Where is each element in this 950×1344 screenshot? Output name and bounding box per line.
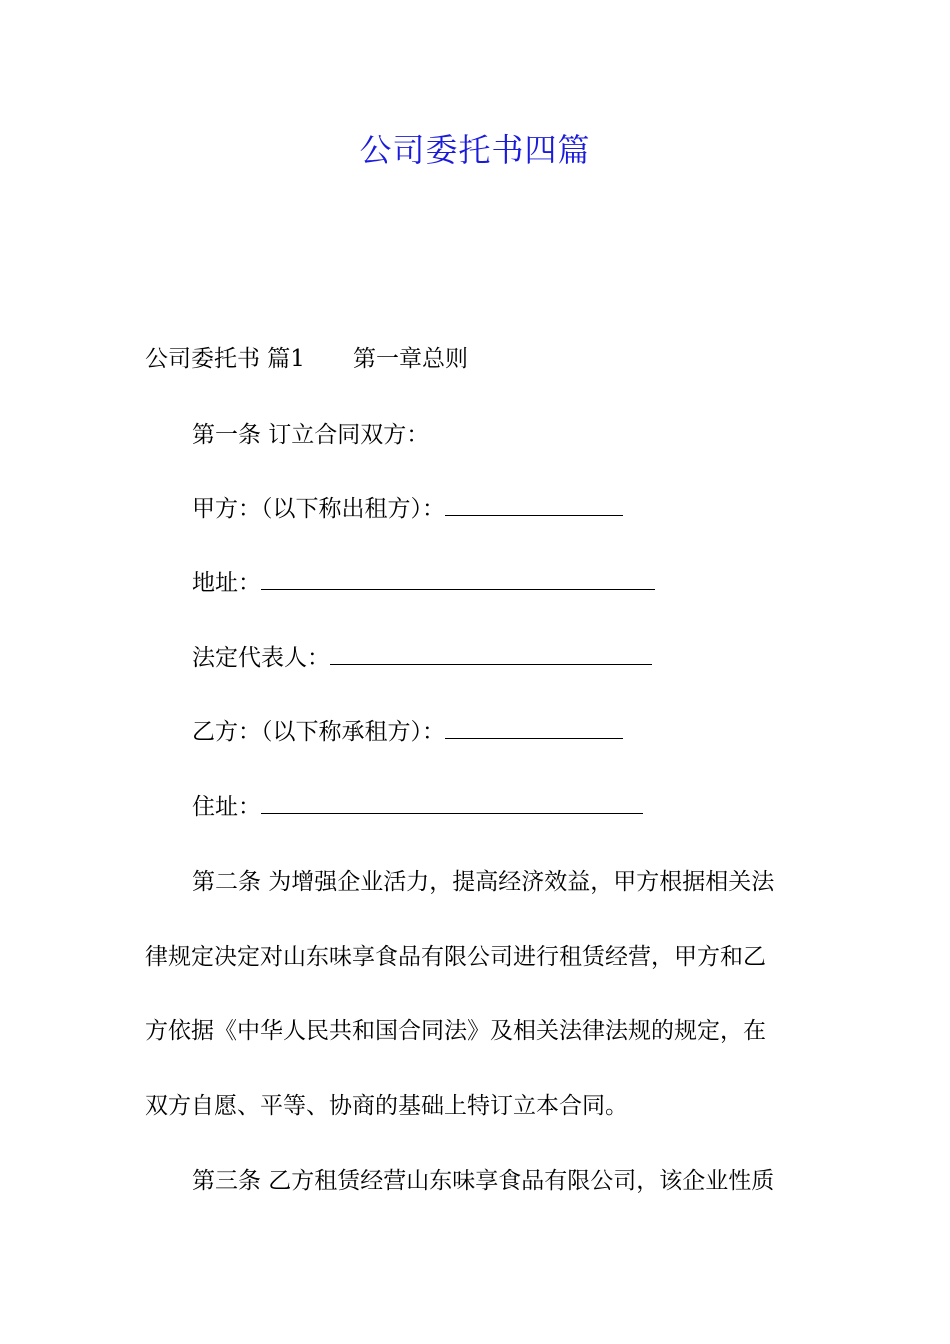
legal-rep-blank xyxy=(330,644,652,665)
article-3-line-1: 第三条 乙方租赁经营山东味享食品有限公司，该企业性质 xyxy=(192,1168,775,1194)
heading-part2: 第一章总则 xyxy=(352,346,468,372)
address-blank xyxy=(261,569,655,590)
address-line xyxy=(192,568,655,598)
party-b-label: 乙方：（以下称承租方）： xyxy=(192,719,445,745)
party-b-blank xyxy=(445,718,623,739)
party-a-blank xyxy=(445,495,623,516)
article-2-line-1: 第二条 为增强企业活力，提高经济效益，甲方根据相关法 xyxy=(192,869,775,895)
article-2-line-2: 律规定决定对山东味享食品有限公司进行租赁经营，甲方和乙 xyxy=(145,944,766,970)
document-title: 公司委托书四篇 xyxy=(359,131,591,169)
residence-line xyxy=(192,792,643,822)
legal-rep-label: 法定代表人： xyxy=(192,645,330,671)
address-label: 地址： xyxy=(192,570,261,596)
article-2-line-3: 方依据《中华人民共和国合同法》及相关法律法规的规定，在 xyxy=(145,1018,766,1044)
heading-part1: 公司委托书 篇1 xyxy=(145,346,305,372)
residence-blank xyxy=(261,793,643,814)
residence-label: 住址： xyxy=(192,794,261,820)
article-1-line: 第一条 订立合同双方： xyxy=(192,422,430,448)
legal-rep-line xyxy=(192,643,652,673)
party-a-line xyxy=(192,494,623,524)
section-heading xyxy=(145,344,468,374)
party-b-line xyxy=(192,717,623,747)
party-a-label: 甲方：（以下称出租方）： xyxy=(192,496,445,522)
article-2-line-4: 双方自愿、平等、协商的基础上特订立本合同。 xyxy=(145,1093,628,1119)
